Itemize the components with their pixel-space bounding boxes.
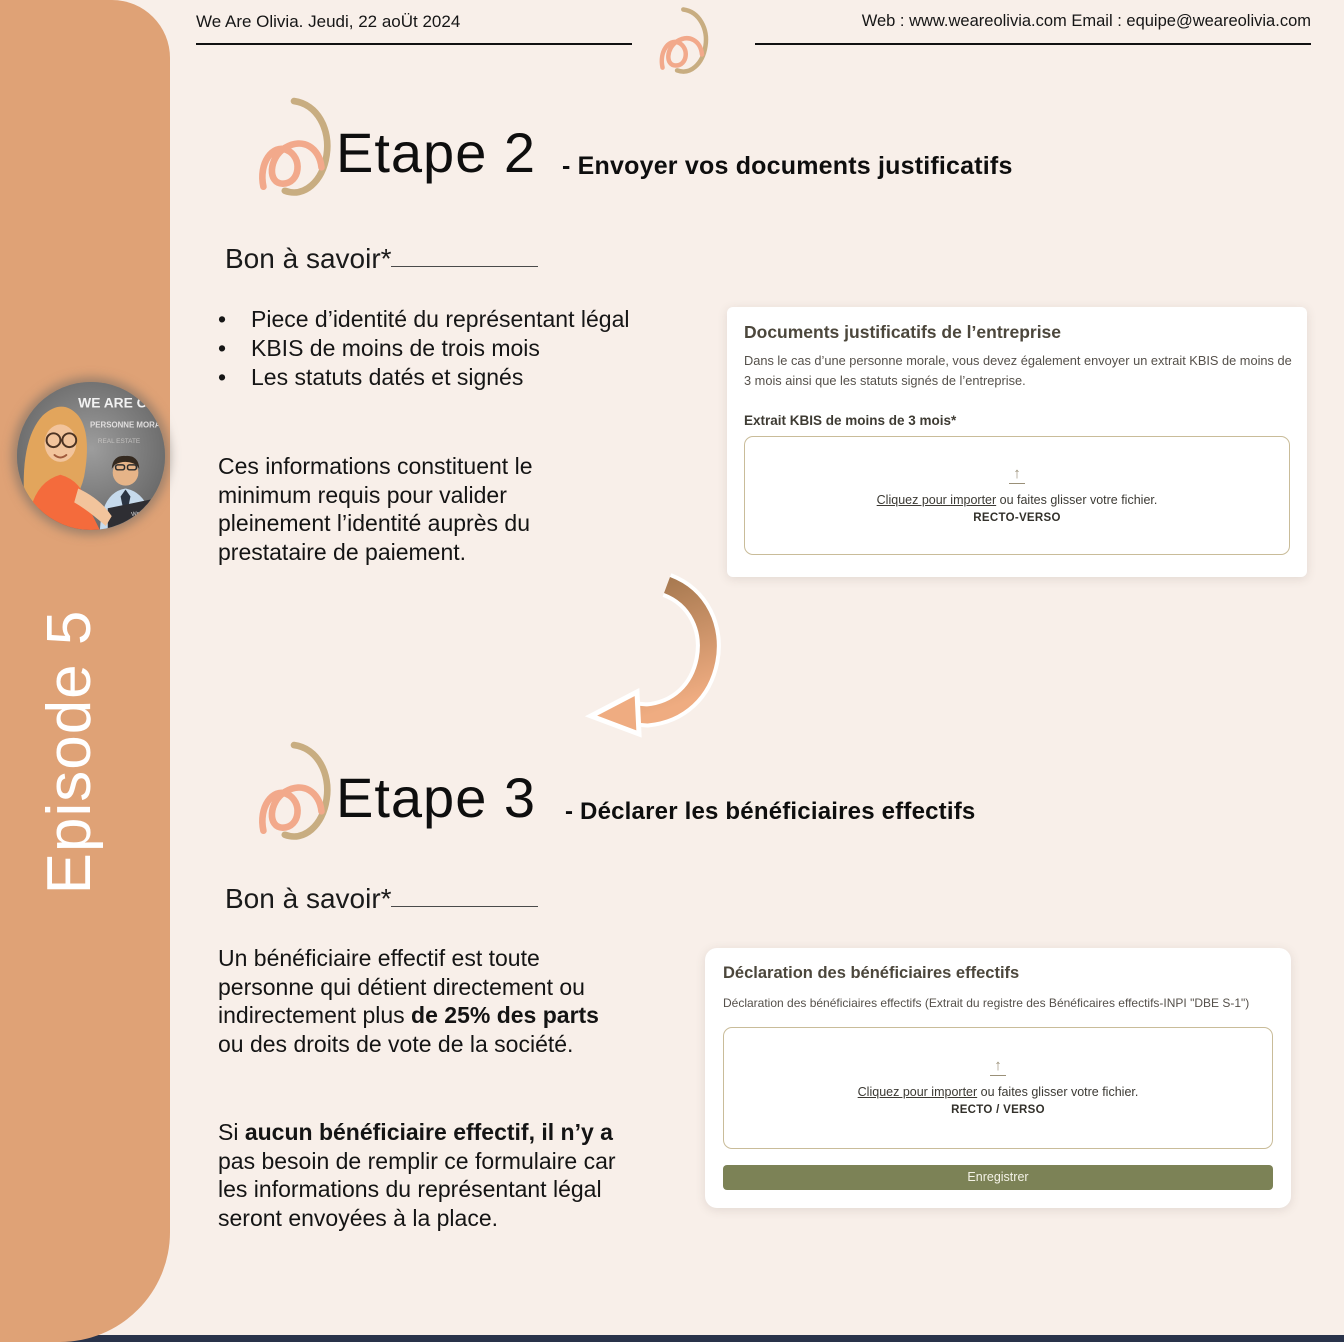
upload-note: RECTO / VERSO <box>951 1104 1045 1117</box>
step3-bon-a-savoir: Bon à savoir* <box>225 883 392 914</box>
paragraph-text: Un bénéficiaire effectif est toute personne qui détient directement ou indirectement plus <box>218 945 585 1028</box>
brand-logo-icon <box>256 740 334 846</box>
step2-paragraph: Ces informations constituent le minimum requis pour valider pleinement l’identité auprès du prestataire de paiement. <box>218 453 533 565</box>
paragraph-bold: de 25% des parts <box>411 1002 599 1028</box>
sidebar <box>0 0 170 1342</box>
upload-link[interactable]: Cliquez pour importer <box>876 492 997 507</box>
upload-instruction-text: ou faites glisser votre fichier. <box>977 1085 1139 1100</box>
step2-bon-a-savoir: Bon à savoir* <box>225 243 392 274</box>
documents-card <box>727 307 1307 577</box>
card-description: Déclaration des bénéficiaires effectifs (Extrait du registre des Bénéficaires effectifs-INPI "DBE S-1") <box>723 996 1250 1010</box>
step3-paragraph-2 <box>218 1118 623 1232</box>
divider <box>391 906 538 907</box>
list-item: • Les statuts datés et signés <box>218 363 670 391</box>
step2-title: Etape 2 <box>336 121 537 184</box>
brand-logo-icon <box>256 96 334 202</box>
svg-text:WE ARE O: WE ARE O <box>78 394 148 411</box>
team-photo-illustration <box>17 382 165 530</box>
dbe-upload-dropzone[interactable] <box>723 1027 1273 1149</box>
upload-arrow-icon: ↑ <box>990 1059 1006 1076</box>
step3-title: Etape 3 <box>336 766 537 829</box>
kbis-field-label: Extrait KBIS de moins de 3 mois* <box>744 412 957 428</box>
step2-bullet-list <box>218 305 670 392</box>
divider <box>391 266 538 267</box>
header-contact: Web : www.weareolivia.com Email : equipe@weareolivia.com <box>755 12 1311 45</box>
bottom-accent-bar <box>0 1335 1344 1342</box>
curved-arrow-icon <box>585 573 725 745</box>
paragraph-bold: aucun bénéficiaire effectif, il n’y a <box>244 1119 613 1145</box>
list-item: • KBIS de moins de trois mois <box>218 334 670 362</box>
paragraph-text: Si <box>218 1119 245 1145</box>
kbis-upload-dropzone[interactable] <box>744 436 1290 555</box>
list-item: • Piece d’identité du représentant légal <box>218 305 670 333</box>
svg-text:PERSONNE MORAL: PERSONNE MORAL <box>90 420 165 430</box>
upload-instruction <box>877 493 1158 507</box>
card-title: Documents justificatifs de l’entreprise <box>744 322 1062 342</box>
upload-link[interactable]: Cliquez pour importer <box>857 1085 978 1100</box>
upload-arrow-icon: ↑ <box>1009 467 1025 484</box>
svg-text:We are: We are <box>130 509 151 519</box>
upload-instruction <box>858 1085 1139 1099</box>
step3-subtitle: - Déclarer les bénéficiaires effectifs <box>565 798 976 825</box>
upload-note: RECTO-VERSO <box>973 511 1061 524</box>
beneficiaires-card <box>705 948 1291 1208</box>
paragraph-text: ou des droits de vote de la société. <box>218 1030 574 1057</box>
header-date: We Are Olivia. Jeudi, 22 aoÜt 2024 <box>196 12 632 45</box>
brand-logo-icon <box>656 6 712 78</box>
episode-label: Episode 5 <box>35 609 104 895</box>
paragraph-text: pas besoin de remplir ce formulaire car les informations du représentant légal seront envoyées à la place. <box>218 1147 616 1231</box>
team-avatar <box>17 382 165 530</box>
save-button[interactable]: Enregistrer <box>723 1165 1273 1190</box>
step2-subtitle: - Envoyer vos documents justificatifs <box>562 152 1013 180</box>
svg-text:REAL ESTATE: REAL ESTATE <box>97 438 141 446</box>
card-description: Dans le cas d’une personne morale, vous devez également envoyer un extrait KBIS de moins de 3 mois ainsi que les statuts signés de l’entreprise. <box>744 353 1292 388</box>
upload-instruction-text: ou faites glisser votre fichier. <box>996 492 1158 507</box>
card-title: Déclaration des bénéficiaires effectifs <box>723 964 1020 982</box>
step3-paragraph-1 <box>218 944 623 1058</box>
